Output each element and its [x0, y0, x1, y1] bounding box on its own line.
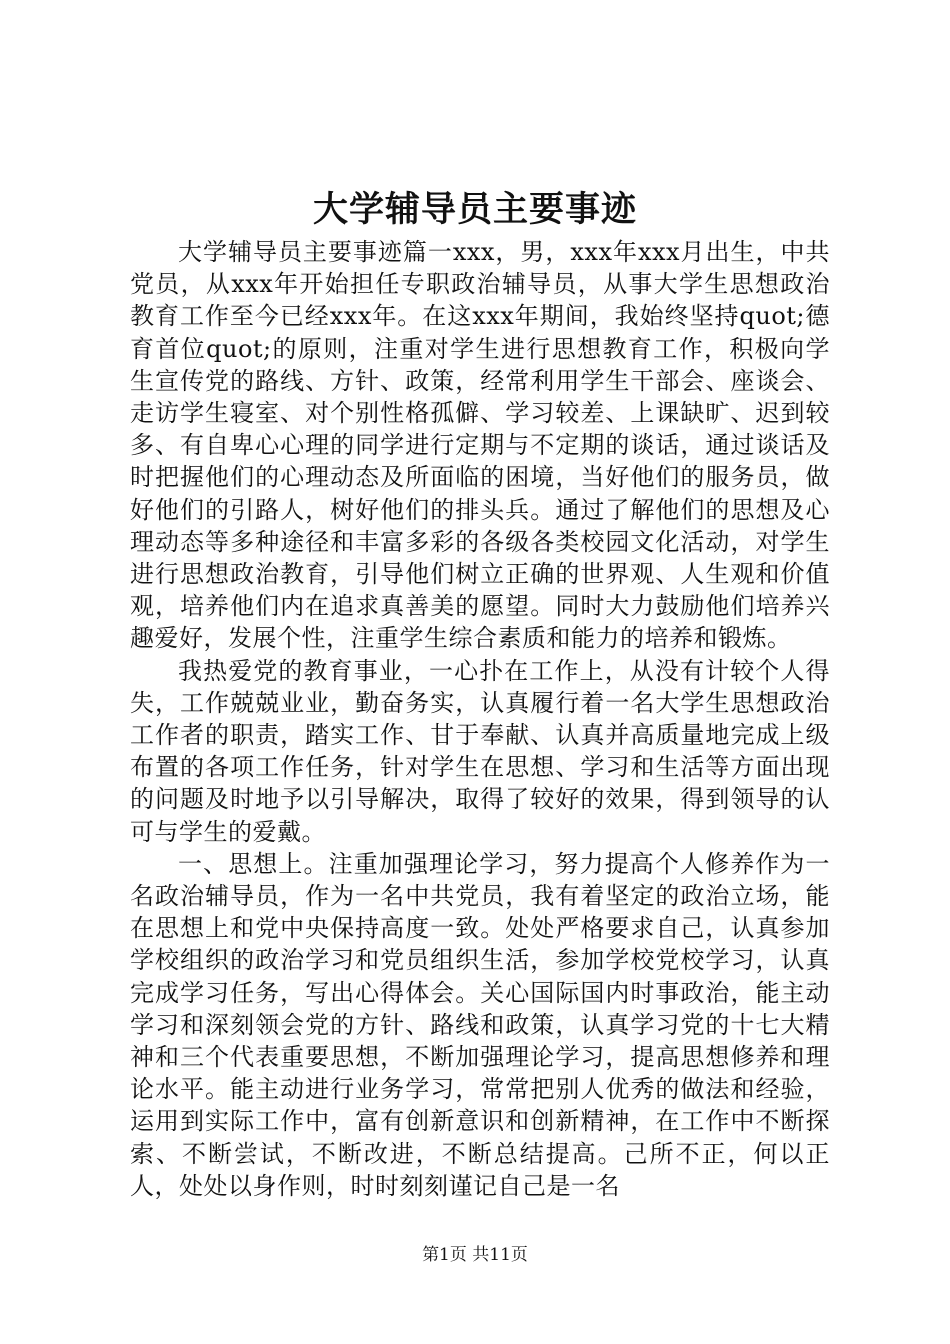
page-number-footer: 第1页 共11页 — [422, 1245, 528, 1265]
paragraph-3: 一、思想上。注重加强理论学习，努力提高个人修养作为一名政治辅导员，作为一名中共党员，我有着坚定的政治立场，能在思想上和党中央保持高度一致。处处严格要求自己，认真参加学校组织的政治学习和党员组织生活，参加学校党校学习，认真完成学习任务，写出心得体会。关心国际国内时事政治，能主动学习和深刻领会党的方针、路线和政策，认真学习党的十七大精神和三个代表重要思想，不断加强理论学习，提高思想修养和理论水平。能主动进行业务学习，常常把别人优秀的做法和经验，运用到实际工作中，富有创新意识和创新精神，在工作中不断探索、不断尝试，不断改进，不断总结提高。己所不正，何以正人，处处以身作则，时时刻刻谨记自己是一名 — [130, 849, 830, 1200]
paragraph-1: 大学辅导员主要事迹篇一xxx，男，xxx年xxx月出生，中共党员，从xxx年开始担任专职政治辅导员，从事大学生思想政治教育工作至今已经xxx年。在这xxx年期间，我始终坚持quot;德育首位quot;的原则，注重对学生进行思想教育工作，积极向学生宣传党的路线、方针、政策，经常利用学生干部会、座谈会、走访学生寝室、对个别性格孤僻、学习较差、上课缺旷、迟到较多、有自卑心心理的同学进行定期与不定期的谈话，通过谈话及时把握他们的心理动态及所面临的困境，当好他们的服务员，做好他们的引路人，树好他们的排头兵。通过了解他们的思想及心理动态等多种途径和丰富多彩的各级各类校园文化活动，对学生进行思想政治教育，引导他们树立正确的世界观、人生观和价值观，培养他们内在追求真善美的愿望。同时大力鼓励他们培养兴趣爱好，发展个性，注重学生综合素质和能力的培养和锻炼。 — [130, 238, 830, 653]
paragraph-2: 我热爱党的教育事业，一心扑在工作上，从没有计较个人得失，工作兢兢业业，勤奋务实，认真履行着一名大学生思想政治工作者的职责，踏实工作、甘于奉献、认真并高质量地完成上级布置的各项工作任务，针对学生在思想、学习和生活等方面出现的问题及时地予以引导解决，取得了较好的效果，得到领导的认可与学生的爱戴。 — [130, 656, 830, 846]
document-body — [130, 236, 830, 1202]
document-title: 大学辅导员主要事迹 — [312, 189, 637, 230]
